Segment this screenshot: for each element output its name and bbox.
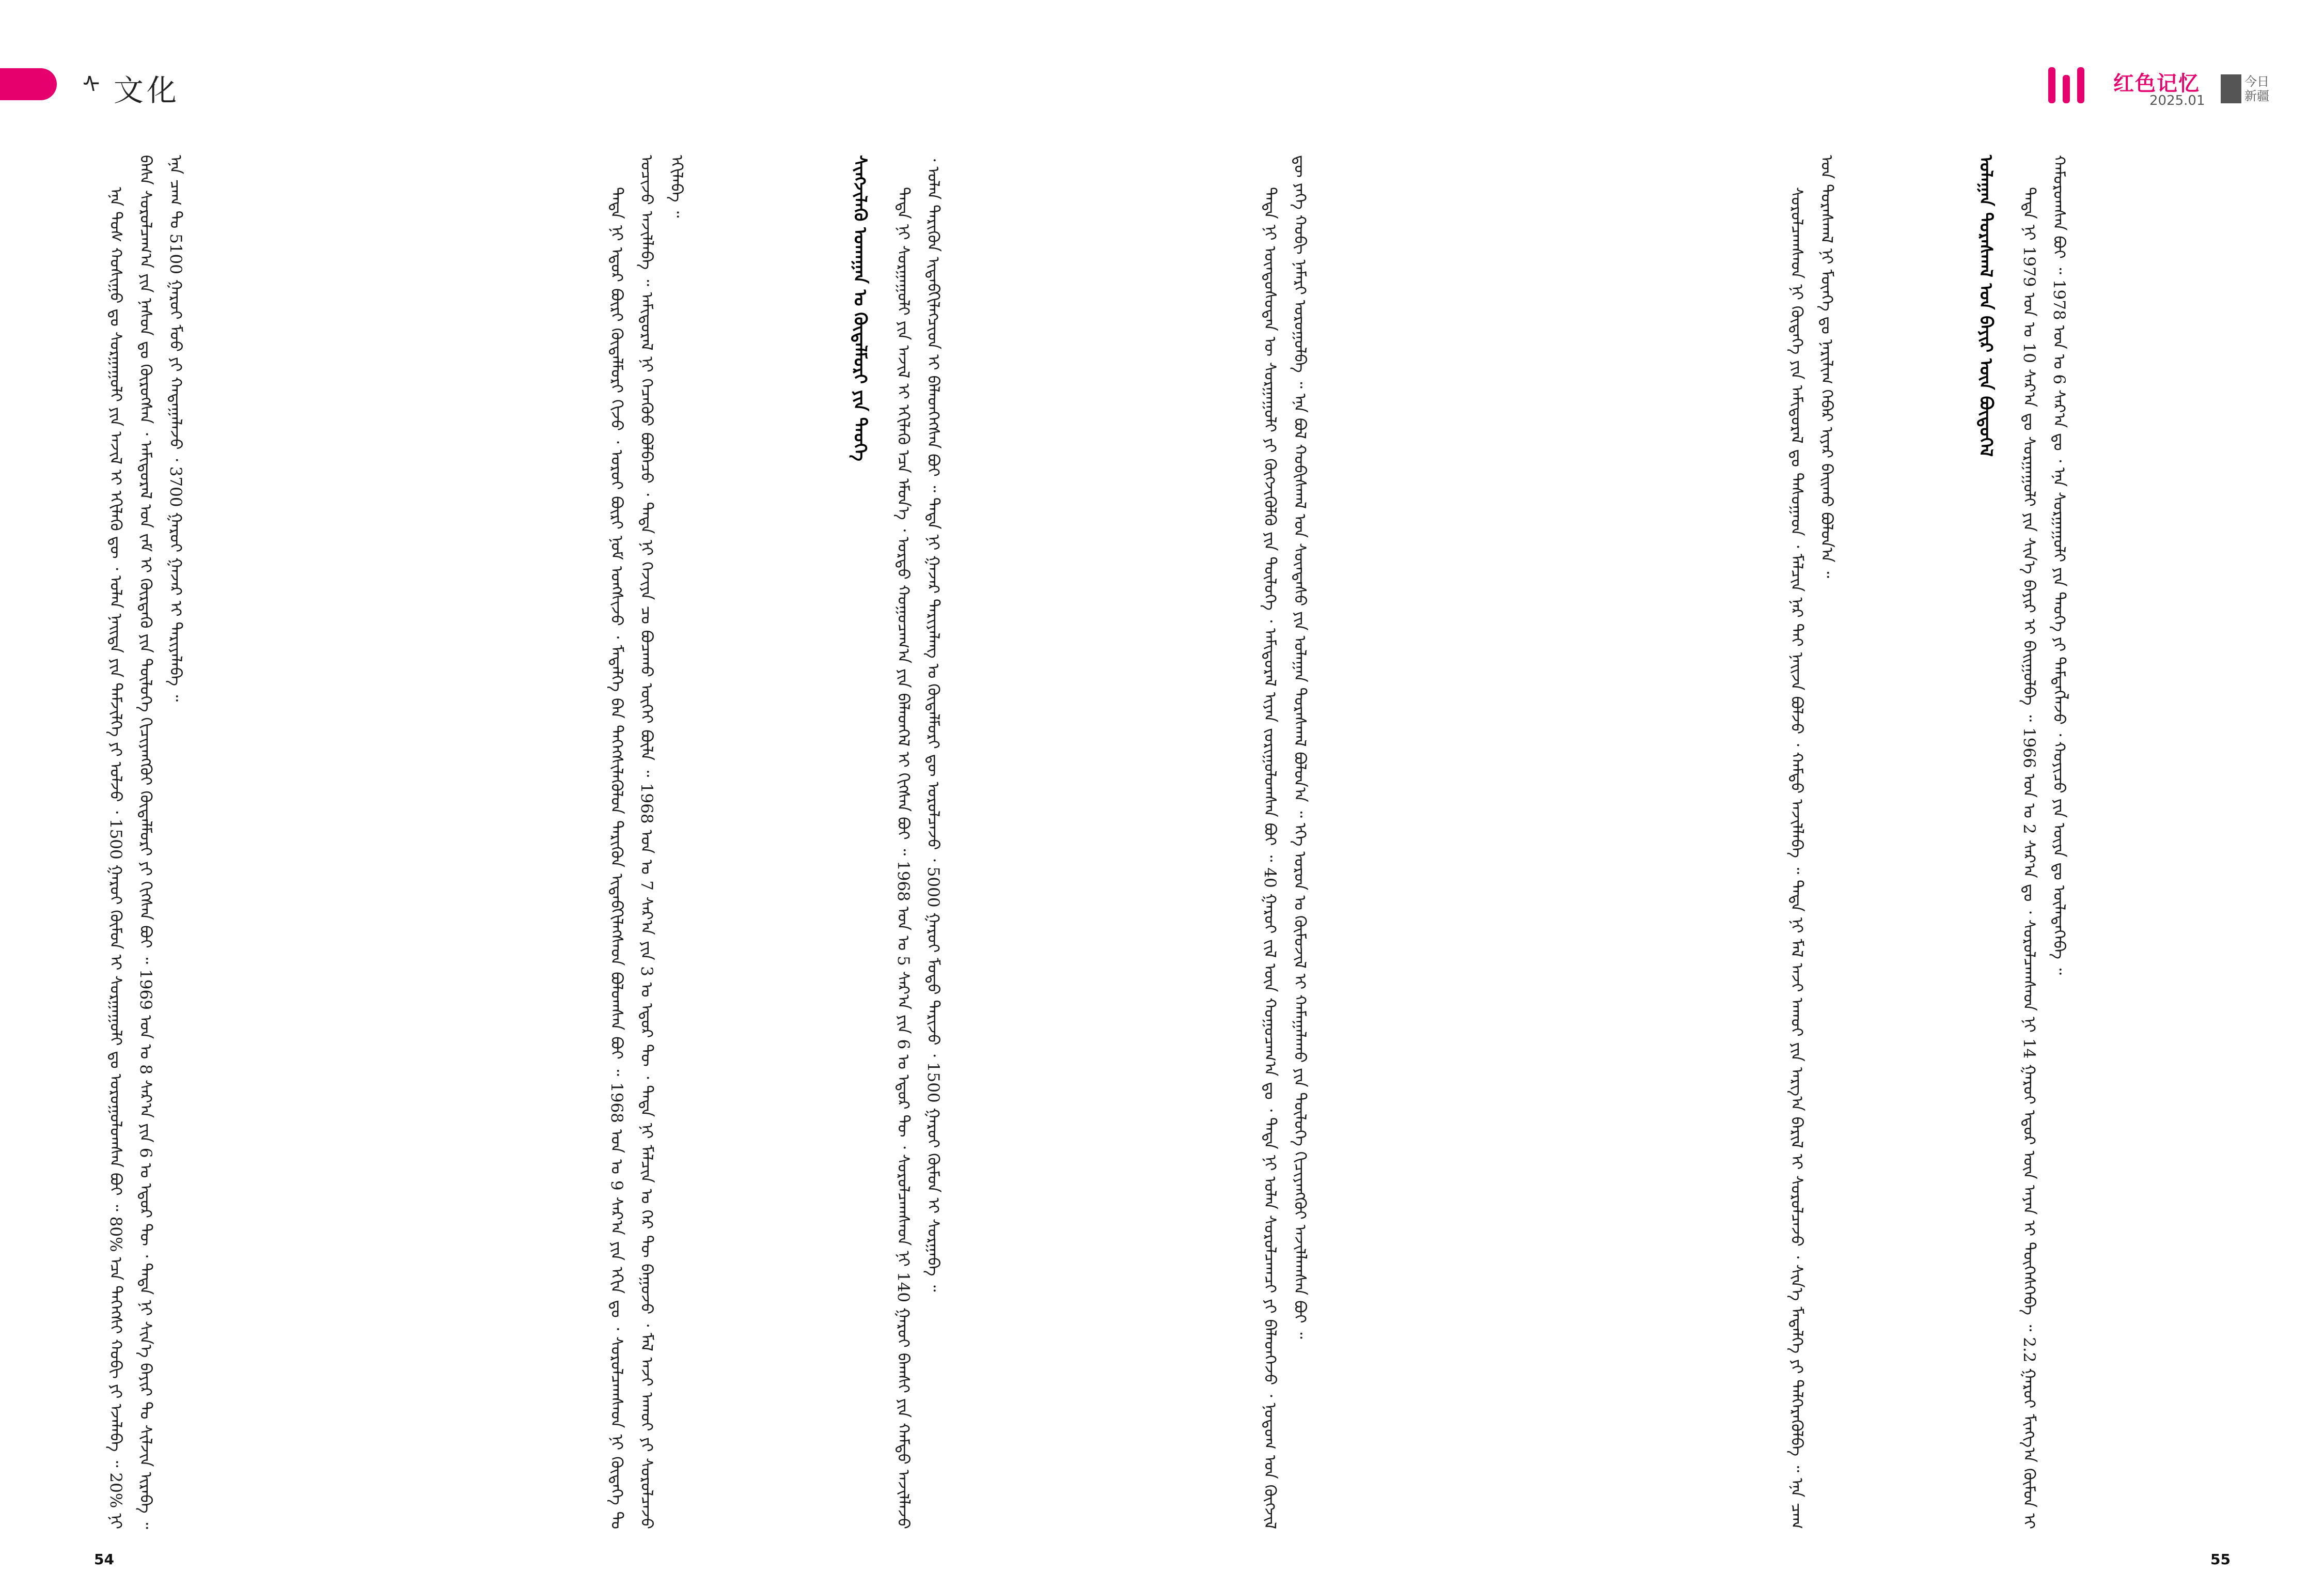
section-title: 文化 <box>114 73 180 108</box>
brand-title: 红色记忆 <box>2113 72 2200 96</box>
brand-mongolian-logo <box>2048 67 2100 114</box>
section-tab-marker <box>0 68 57 100</box>
brand-badge <box>2221 68 2282 110</box>
left-column-b <box>602 155 834 1529</box>
page-number-right: 55 <box>2210 1551 2231 1568</box>
right-paragraph-c: ᠲᠡᠳᠡ ᠨᠢ 1979 ᠤᠨ ᠤ 10 ᠰᠠᠷ᠎ᠠ ᠳᠤ ᠰᠤᠷᠭᠠᠭᠤᠯᠢ ᠶᠢᠨ ᠰᠢᠨ᠎ᠡ ᠪᠠᠶᠢᠷ ᠢ ᠪᠠᠢᠭᠤᠯᠪᠠ ᠃ 1966 ᠤᠨ ᠤ 2 ᠰᠠᠷ᠎ᠠ ᠳᠤ ᠂ ᠰᠤᠷᠤᠯᠴᠠᠭᠰᠠᠳ ᠨᠢ 14 ᠭᠠᠷᠤᠢ ᠡᠳᠦᠷ ᠦᠨ ᠠᠶᠠᠨ ᠢ ᠲᠥᠭᠡᠰᠬᠡᠪᠡ ᠃ 2.2 ᠭᠠᠷᠤᠢ ᠮᠢᠩᠭ᠎ᠠ ᠬᠦᠮᠦᠨ ᠢ ᠬᠠᠮᠤᠷᠤᠭᠰᠠᠨ ᠪᠤᠢ ᠃ 1978 ᠤᠨ ᠤ 6 ᠰᠠᠷ᠎ᠠ ᠳᠤ ᠂ ᠡᠨᠡ ᠰᠤᠷᠭᠠᠭᠤᠯᠢ ᠶᠢᠨ ᠲᠡᠦᠬᠡ ᠶᠢ ᠲᠡᠮᠳᠡᠭᠯᠡᠵᠦ ᠂ ᠬᠣᠶᠢᠴᠤ ᠶᠢᠨ ᠦᠶᠡ ᠳᠤ ᠦᠯᠡᠳᠡᠭᠡᠪᠡ ᠃ <box>2020 155 2068 1529</box>
brand-badge-text: 今日 新疆 <box>2244 74 2269 103</box>
left-column-c <box>888 155 1110 1529</box>
right-column-a <box>1255 155 1771 1529</box>
page-number-left: 54 <box>94 1551 114 1568</box>
left-column-a <box>101 155 586 1529</box>
left-paragraph-a: ᠡᠨᠡ ᠲᠤᠰ ᠬᠤᠰᠢᠭᠤ ᠳᠤ ᠰᠤᠷᠭᠠᠭᠤᠯᠢ ᠶᠢᠨ ᠠᠵᠢᠯ ᠢ ᠡᠬᠢᠯᠡᠬᠦ ᠳᠦ ᠂ ᠣᠯᠠᠨ ᠨᠡᠢᠲᠡ ᠶᠢᠨ ᠳᠡᠮᠵᠢᠯᠭᠡ ᠶᠢ ᠣᠯᠵᠤ ᠂ 1500 ᠭᠠᠷᠤᠢ ᠬᠦᠮᠦᠨ ᠢ ᠰᠤᠷᠭᠠᠭᠤᠯᠢ ᠳᠤ ᠣᠷᠤᠭᠤᠯᠤᠭᠰᠠᠨ ᠪᠤᠢ ᠃ 80% ᠡᠴᠡ ᠳᠡᠭᠡᠭᠰᠢ ᠬᠤᠪᠢ ᠶᠢ ᠡᠵᠡᠯᠡᠪᠡ ᠃ 20% ᠨᠢ ᠪᠠᠰᠠ ᠰᠤᠷᠤᠯᠴᠠᠭ᠎ᠠ ᠶᠢᠨ ᠨᠠᠰᠤᠨ ᠳᠤ ᠬᠦᠷᠦᠭᠰᠡᠨ ᠂ ᠠᠮᠢᠳᠤᠷᠠᠯ ᠤᠨ ᠵᠠᠮ ᠢ ᠬᠦᠷᠲᠡᠬᠦ ᠶᠢᠨ ᠲᠥᠯᠦᠭᠡ ᠬᠢᠴᠢᠶᠡᠩᠭᠦᠢ ᠬᠥᠳᠡᠯᠮᠦᠷᠢ ᠶᠢ ᠬᠢᠭᠰᠡᠨ ᠪᠤᠢ ᠃ 1969 ᠤᠨ ᠤ 8 ᠰᠠᠷ᠎ᠠ ᠶᠢᠨ 6 ᠤ ᠡᠳᠦᠷ ᠲᠦ ᠂ ᠲᠡᠳᠡ ᠨᠢ ᠰᠢᠨ᠎ᠡ ᠪᠠᠶᠢᠷ ᠲᠤ ᠰᠢᠯᠵᠢᠨ ᠢᠷᠡᠪᠡ ᠃ ᠡᠨᠡ ᠴᠠᠭ ᠲᠤ 5100 ᠭᠠᠷᠤᠢ ᠮᠤᠤ ᠶᠢ ᠬᠠᠳᠠᠭᠠᠯᠠᠵᠤ ᠂ 3700 ᠭᠠᠷᠤᠢ ᠭᠠᠵᠠᠷ ᠢ ᠲᠠᠷᠢᠶᠠᠯᠠᠪᠠ ᠃ <box>106 155 185 1529</box>
left-paragraph-c: ᠲᠡᠳᠡ ᠨᠢ ᠰᠤᠷᠭᠠᠭᠤᠯᠢ ᠶᠢᠨ ᠠᠵᠢᠯ ᠢ ᠡᠬᠢᠯᠡᠬᠦ ᠡᠴᠡ ᠡᠮᠦᠨ᠎ᠡ ᠂ ᠤᠷᠲᠤ ᠬᠤᠭᠤᠴᠠᠭ᠎ᠠ ᠶᠢᠨ ᠪᠡᠯᠡᠳᠬᠡᠯ ᠢ ᠬᠢᠭᠰᠡᠨ ᠪᠤᠢ ᠃ 1968 ᠤᠨ ᠤ 5 ᠰᠠᠷ᠎ᠠ ᠶᠢᠨ 6 ᠤ ᠡᠳᠦᠷ ᠲᠦ ᠂ ᠰᠤᠷᠤᠯᠴᠠᠭᠰᠠᠳ ᠨᠢ 140 ᠭᠠᠷᠤᠢ ᠪᠠᠭᠰᠢ ᠶᠢᠨ ᠬᠠᠮᠲᠤ ᠠᠵᠢᠯᠯᠠᠵᠤ ᠂ ᠣᠯᠠᠨ ᠲᠡᠷᠢᠭᠦᠨ ᠢᠳᠡᠪᠬᠢᠯᠡᠭᠴᠢᠳ ᠢ ᠪᠡᠯᠡᠳᠬᠡᠭᠰᠡᠨ ᠪᠤᠢ ᠃ ᠲᠡᠳᠡ ᠨᠢ ᠭᠠᠵᠠᠷ ᠲᠠᠷᠢᠶᠠᠯᠠᠩ ᠤ ᠬᠥᠳᠡᠯᠮᠦᠷᠢ ᠳᠦ ᠣᠷᠤᠯᠴᠠᠵᠤ ᠂ 5000 ᠭᠠᠷᠤᠢ ᠮᠣᠳᠤ ᠲᠠᠷᠢᠵᠤ ᠂ 1500 ᠭᠠᠷᠤᠢ ᠬᠦᠮᠦᠨ ᠢ ᠰᠤᠷᠭᠠᠪᠠ ᠃ <box>894 155 943 1529</box>
left-subheading: ᠰᠢᠩᠵᠢᠯᠡᠬᠦ ᠤᠬᠠᠭᠠᠨ ᠤ ᠬᠥᠳᠡᠯᠮᠦᠷᠢ ᠶᠢᠨ ᠲᠡᠦᠬᠡ <box>850 155 870 461</box>
right-paragraph-b: ᠰᠤᠷᠤᠯᠴᠠᠭᠰᠠᠳ ᠨᠢ ᠬᠦᠳᠡᠭᠡ ᠶᠢᠨ ᠠᠮᠢᠳᠤᠷᠠᠯ ᠳᠤ ᠳᠠᠰᠤᠭᠠᠳ ᠂ ᠮᠠᠯᠴᠢᠨ ᠨᠠᠷ ᠲᠠᠢ ᠨᠠᠢᠵᠠ ᠪᠣᠯᠵᠤ ᠂ ᠬᠠᠮᠲᠤ ᠠᠵᠢᠯᠯᠠᠪᠠ ᠃ ᠲᠡᠳᠡ ᠨᠢ ᠮᠠᠯ ᠠᠵᠢ ᠠᠬᠤᠢ ᠶᠢᠨ ᠠᠷᠭ᠎ᠠ ᠪᠠᠷᠢᠯ ᠢ ᠰᠤᠷᠤᠯᠴᠠᠵᠤ ᠂ ᠰᠢᠨ᠎ᠡ ᠮᠡᠳᠡᠯᠭᠡ ᠶᠢ ᠳᠡᠯᠭᠡᠷᠡᠭᠦᠯᠪᠡ ᠃ ᠡᠨᠡ ᠴᠠᠭ ᠤᠨ ᠳᠤᠷᠠᠰᠬᠠᠯ ᠨᠢ ᠮᠥᠨᠬᠡ ᠳᠤ ᠨᠠᠷᠢᠯᠢᠭ ᠬᠡᠪᠡᠷ ᠢᠶᠡᠷ ᠪᠠᠢᠬᠤ ᠪᠤᠯᠤᠨ᠎ᠠ ᠃ <box>1787 155 1836 1529</box>
right-page <box>1162 0 2324 1588</box>
right-column-b <box>1782 155 1957 1529</box>
right-subheading: ᠤᠯᠠᠭᠠᠨ ᠳᠤᠷᠠᠰᠬᠠᠯ ᠤᠨ ᠪᠠᠶᠢᠷ ᠦᠨ ᠪᠦᠲᠦᠭᠡᠯ <box>1975 155 1996 457</box>
brand-date: 2025.01 <box>2149 93 2205 108</box>
brand-badge-icon <box>2221 74 2241 103</box>
left-paragraph-b: ᠲᠡᠳᠡ ᠨᠢ ᠡᠳᠦᠷ ᠪᠦᠷᠢ ᠬᠥᠳᠡᠯᠮᠦᠷᠢ ᠬᠢᠵᠦ ᠂ ᠣᠷᠣᠢ ᠪᠦᠷᠢ ᠨᠣᠮ ᠤᠩᠰᠢᠵᠤ ᠂ ᠮᠡᠳᠡᠯᠭᠡ ᠪᠡᠨ ᠳᠡᠭᠡᠭᠰᠢᠯᠡᠭᠦᠯᠦᠨ ᠲᠡᠷᠢᠭᠦᠨ ᠢᠳᠡᠪᠬᠢᠯᠡᠭᠰᠡᠳ ᠪᠤᠯᠤᠭᠰᠠᠨ ᠪᠤᠢ ᠃ 1968 ᠤᠨ ᠤ 9 ᠰᠠᠷ᠎ᠠ ᠶᠢᠨ ᠡᠬᠢᠨ ᠳᠤ ᠂ ᠰᠤᠷᠤᠯᠴᠠᠭᠰᠠᠳ ᠨᠢ ᠬᠦᠳᠡᠭᠡ ᠲᠤ ᠣᠴᠢᠵᠤ ᠠᠵᠢᠯᠯᠠᠪᠠ ᠃ ᠠᠮᠢᠳᠤᠷᠠᠯ ᠨᠢ ᠬᠡᠴᠡᠭᠦᠦ ᠪᠣᠯᠪᠠᠴᠤ ᠂ ᠲᠡᠳᠡ ᠨᠢ ᠬᠡᠵᠢᠶᠡ ᠴᠤ ᠪᠤᠴᠠᠬᠤ ᠦᠭᠡᠢ ᠪᠦᠯᠡ ᠃ 1968 ᠤᠨ ᠤ 7 ᠰᠠᠷ᠎ᠠ ᠶᠢᠨ 3 ᠤ ᠡᠳᠦᠷ ᠲᠦ ᠂ ᠲᠡᠳᠡ ᠨᠢ ᠮᠠᠯᠴᠢᠨ ᠤ ᠭᠡᠷ ᠲᠦ ᠪᠠᠭᠤᠵᠤ ᠂ ᠮᠠᠯ ᠠᠵᠢ ᠠᠬᠤᠢ ᠶᠢ ᠰᠤᠷᠤᠯᠴᠠᠵᠤ ᠡᠬᠢᠯᠡᠪᠡ ᠃ <box>607 155 686 1529</box>
section-mongolian-mark: ᠰ <box>83 72 100 98</box>
right-paragraph-a: ᠲᠡᠳᠡ ᠨᠢ ᠦᠨᠳᠦᠰᠦᠲᠡᠨ ᠦ ᠰᠤᠷᠭᠠᠭᠤᠯᠢ ᠶᠢ ᠬᠥᠭᠵᠢᠭᠦᠯᠬᠦ ᠶᠢᠨ ᠲᠥᠯᠦᠭᠡ ᠂ ᠠᠮᠢᠳᠤᠷᠠᠯ ᠢᠶᠡᠨ ᠵᠣᠷᠢᠭᠤᠯᠤᠭᠰᠠᠨ ᠪᠤᠢ ᠃ 40 ᠭᠠᠷᠤᠢ ᠵᠢᠯ ᠦᠨ ᠬᠤᠭᠤᠴᠠᠭ᠎ᠠ ᠳᠤ ᠂ ᠲᠡᠳᠡ ᠨᠢ ᠣᠯᠠᠨ ᠰᠤᠷᠤᠯᠴᠠᠭᠴᠢ ᠶᠢ ᠪᠡᠯᠡᠳᠬᠡᠵᠦ ᠂ ᠨᠤᠲᠤᠭ ᠤᠨ ᠬᠥᠭᠵᠢᠯ ᠳᠦ ᠶᠡᠬᠡ ᠬᠤᠪᠢ ᠨᠡᠮᠡᠷᠢ ᠣᠷᠤᠭᠤᠯᠪᠠ ᠃ ᠡᠨᠡ ᠪᠤᠯ ᠬᠤᠪᠢᠰᠬᠠᠯ ᠤᠨ ᠰᠦᠨᠳᠡᠰᠦ ᠶᠢᠨ ᠤᠯᠠᠭᠠᠨ ᠳᠤᠷᠠᠰᠬᠠᠯ ᠪᠤᠯᠤᠨ᠎ᠠ ᠃ ᠡᠬᠡ ᠣᠷᠣᠨ ᠤ ᠬᠦᠮᠦᠵᠢᠯ ᠢ ᠬᠠᠮᠠᠭᠠᠯᠠᠬᠤ ᠶᠢᠨ ᠲᠥᠯᠦᠭᠡ ᠬᠢᠴᠢᠶᠡᠩᠭᠦᠢ ᠠᠵᠢᠯᠯᠠᠭᠰᠠᠨ ᠪᠤᠢ ᠃ <box>1261 155 1309 1529</box>
right-column-c <box>2014 155 2272 1529</box>
